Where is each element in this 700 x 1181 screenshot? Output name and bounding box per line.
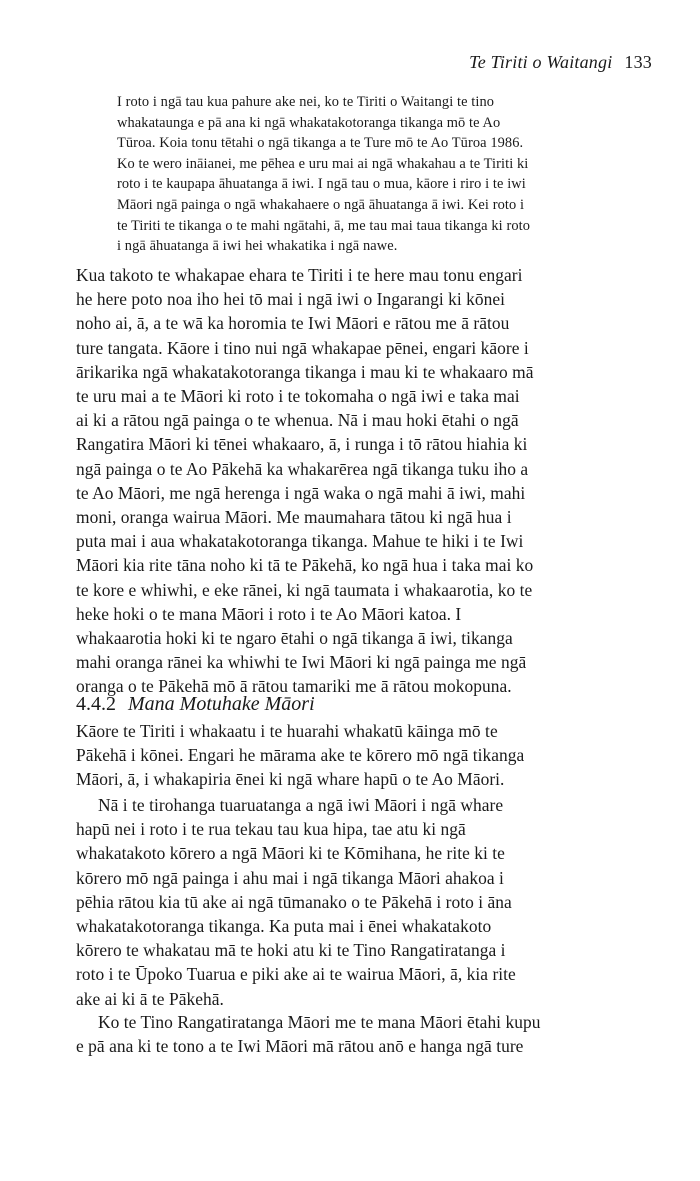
quote-line: Māori ngā painga o ngā whakahaere o ngā āhuatanga ā iwi. Kei roto i <box>117 196 525 213</box>
body-line: Māori, ā, i whakapiria ēnei ki ngā whare hapū o te Ao Māori. <box>76 769 505 790</box>
quote-line: whakataunga e pā ana ki ngā whakatakotoranga tikanga mō te Ao <box>117 114 501 131</box>
body-line: te Ao Māori, me ngā herenga i ngā waka o ngā mahi ā iwi, mahi <box>76 482 526 503</box>
body-line: ngā painga o te Ao Pākehā ka whakarērea ngā tikanga tuku iho a <box>76 458 529 479</box>
quote-line: Ko te wero ināianei, me pēhea e uru mai ai ngā whakahau a te Tiriti ki <box>117 155 529 172</box>
body-line: ai ki a rātou ngā painga o te whenua. Nā i mau hoki ētahi o ngā <box>76 410 519 431</box>
body-line: kōrero te whakatau mā te hoki atu ki te Tino Rangatiratanga i <box>76 940 506 961</box>
section-paragraph-1 <box>76 719 666 792</box>
body-line: hapū nei i roto i te rua tekau tau kua hipa, tae atu ki ngā <box>76 819 466 840</box>
running-header <box>76 52 652 73</box>
body-line: te uru mai a te Māori ki roto i te tokomaha o ngā iwi e taka mai <box>76 386 520 407</box>
quote-line: I roto i ngā tau kua pahure ake nei, ko te Tiriti o Waitangi te tino <box>117 94 495 110</box>
body-line: ārikarika ngā whakatakotoranga tikanga i mau ki te whakaaro mā <box>76 361 534 382</box>
body-line: roto i te Ūpoko Tuarua e piki ake ai te wairua Māori, ā, kia rite <box>76 964 516 985</box>
section-title: Mana Motuhake Māori <box>128 693 315 715</box>
body-line: e pā ana ki te tono a te Iwi Māori mā rātou anō e hanga ngā ture <box>76 1036 524 1057</box>
quote-line: roto i te kaupapa āhuatanga ā iwi. I ngā tau o mua, kāore i riro i te iwi <box>117 176 526 193</box>
section-number: 4.4.2 <box>76 693 116 715</box>
body-line: he here poto noa iho hei tō mai i ngā iwi o Ingarangi ki kōnei <box>76 289 506 310</box>
body-paragraph <box>76 263 666 699</box>
body-line: Māori kia rite tāna noho ki tā te Pākehā, ko ngā hua i taka mai ko <box>76 555 534 576</box>
body-line: whakatakotoranga tikanga. Ka puta mai i ēnei whakatakoto <box>76 916 492 937</box>
body-line: noho ai, ā, a te wā ka horomia te Iwi Māori e rātou me ā rātou <box>76 313 510 334</box>
body-line: Pākehā i kōnei. Engari he mārama ake te kōrero mō ngā tikanga <box>76 745 525 766</box>
quote-line: te Tiriti te tikanga o te mahi ngātahi, ā, me tau mai taua tikanga ki roto <box>117 217 531 234</box>
body-line: Nā i te tirohanga tuaruatanga a ngā iwi Māori i ngā whare <box>98 795 504 815</box>
section-heading <box>76 691 315 717</box>
body-line: puta mai i aua whakatakotoranga tikanga. Mahue te hiki i te Iwi <box>76 531 524 552</box>
body-line: Rangatira Māori ki tēnei whakaaro, ā, i runga i tō rātou hiahia ki <box>76 434 528 455</box>
body-line: Kua takoto te whakapae ehara te Tiriti i te here mau tonu engari <box>76 265 523 285</box>
body-line: kōrero mō ngā painga i ahu mai i ngā tikanga Māori ahakoa i <box>76 867 504 888</box>
page-number: 133 <box>624 52 652 72</box>
section-paragraph-3 <box>76 1010 666 1058</box>
body-line: ake ai ki ā te Pākehā. <box>76 988 224 1009</box>
block-quote <box>117 92 655 257</box>
body-line: pēhia rātou kia tū ake ai ngā tūmanako o te Pākehā i roto i āna <box>76 891 512 912</box>
body-line: whakatakoto kōrero a ngā Māori ki te Kōmihana, he rite ki te <box>76 843 505 864</box>
body-line: Ko te Tino Rangatiratanga Māori me te mana Māori ētahi kupu <box>98 1012 541 1032</box>
quote-line: Tūroa. Koia tonu tētahi o ngā tikanga a te Ture mō te Ao Tūroa 1986. <box>117 135 524 152</box>
body-line: ture tangata. Kāore i tino nui ngā whakapae pēnei, engari kāore i <box>76 337 529 358</box>
body-line: te kore e whiwhi, e eke rānei, ki ngā taumata i whakaarotia, ko te <box>76 579 533 600</box>
section-paragraph-2 <box>76 793 666 1011</box>
body-line: mahi oranga rānei ka whiwhi te Iwi Māori ki ngā painga me ngā <box>76 652 527 673</box>
body-line: moni, oranga wairua Māori. Me maumahara tātou ki ngā hua i <box>76 507 512 528</box>
body-line: oranga o te Pākehā mō ā rātou tamariki me ā rātou mokopuna. <box>76 676 512 697</box>
running-title: Te Tiriti o Waitangi <box>469 52 613 72</box>
body-line: whakaarotia hoki ki te ngaro ētahi o ngā tikanga ā iwi, tikanga <box>76 628 513 649</box>
body-line: heke hoki o te mana Māori i roto i te Ao Māori katoa. I <box>76 603 462 624</box>
body-line: Kāore te Tiriti i whakaatu i te huarahi whakatū kāinga mō te <box>76 721 498 741</box>
quote-line: i ngā āhuatanga ā iwi hei whakatika i ngā nawe. <box>117 238 398 255</box>
